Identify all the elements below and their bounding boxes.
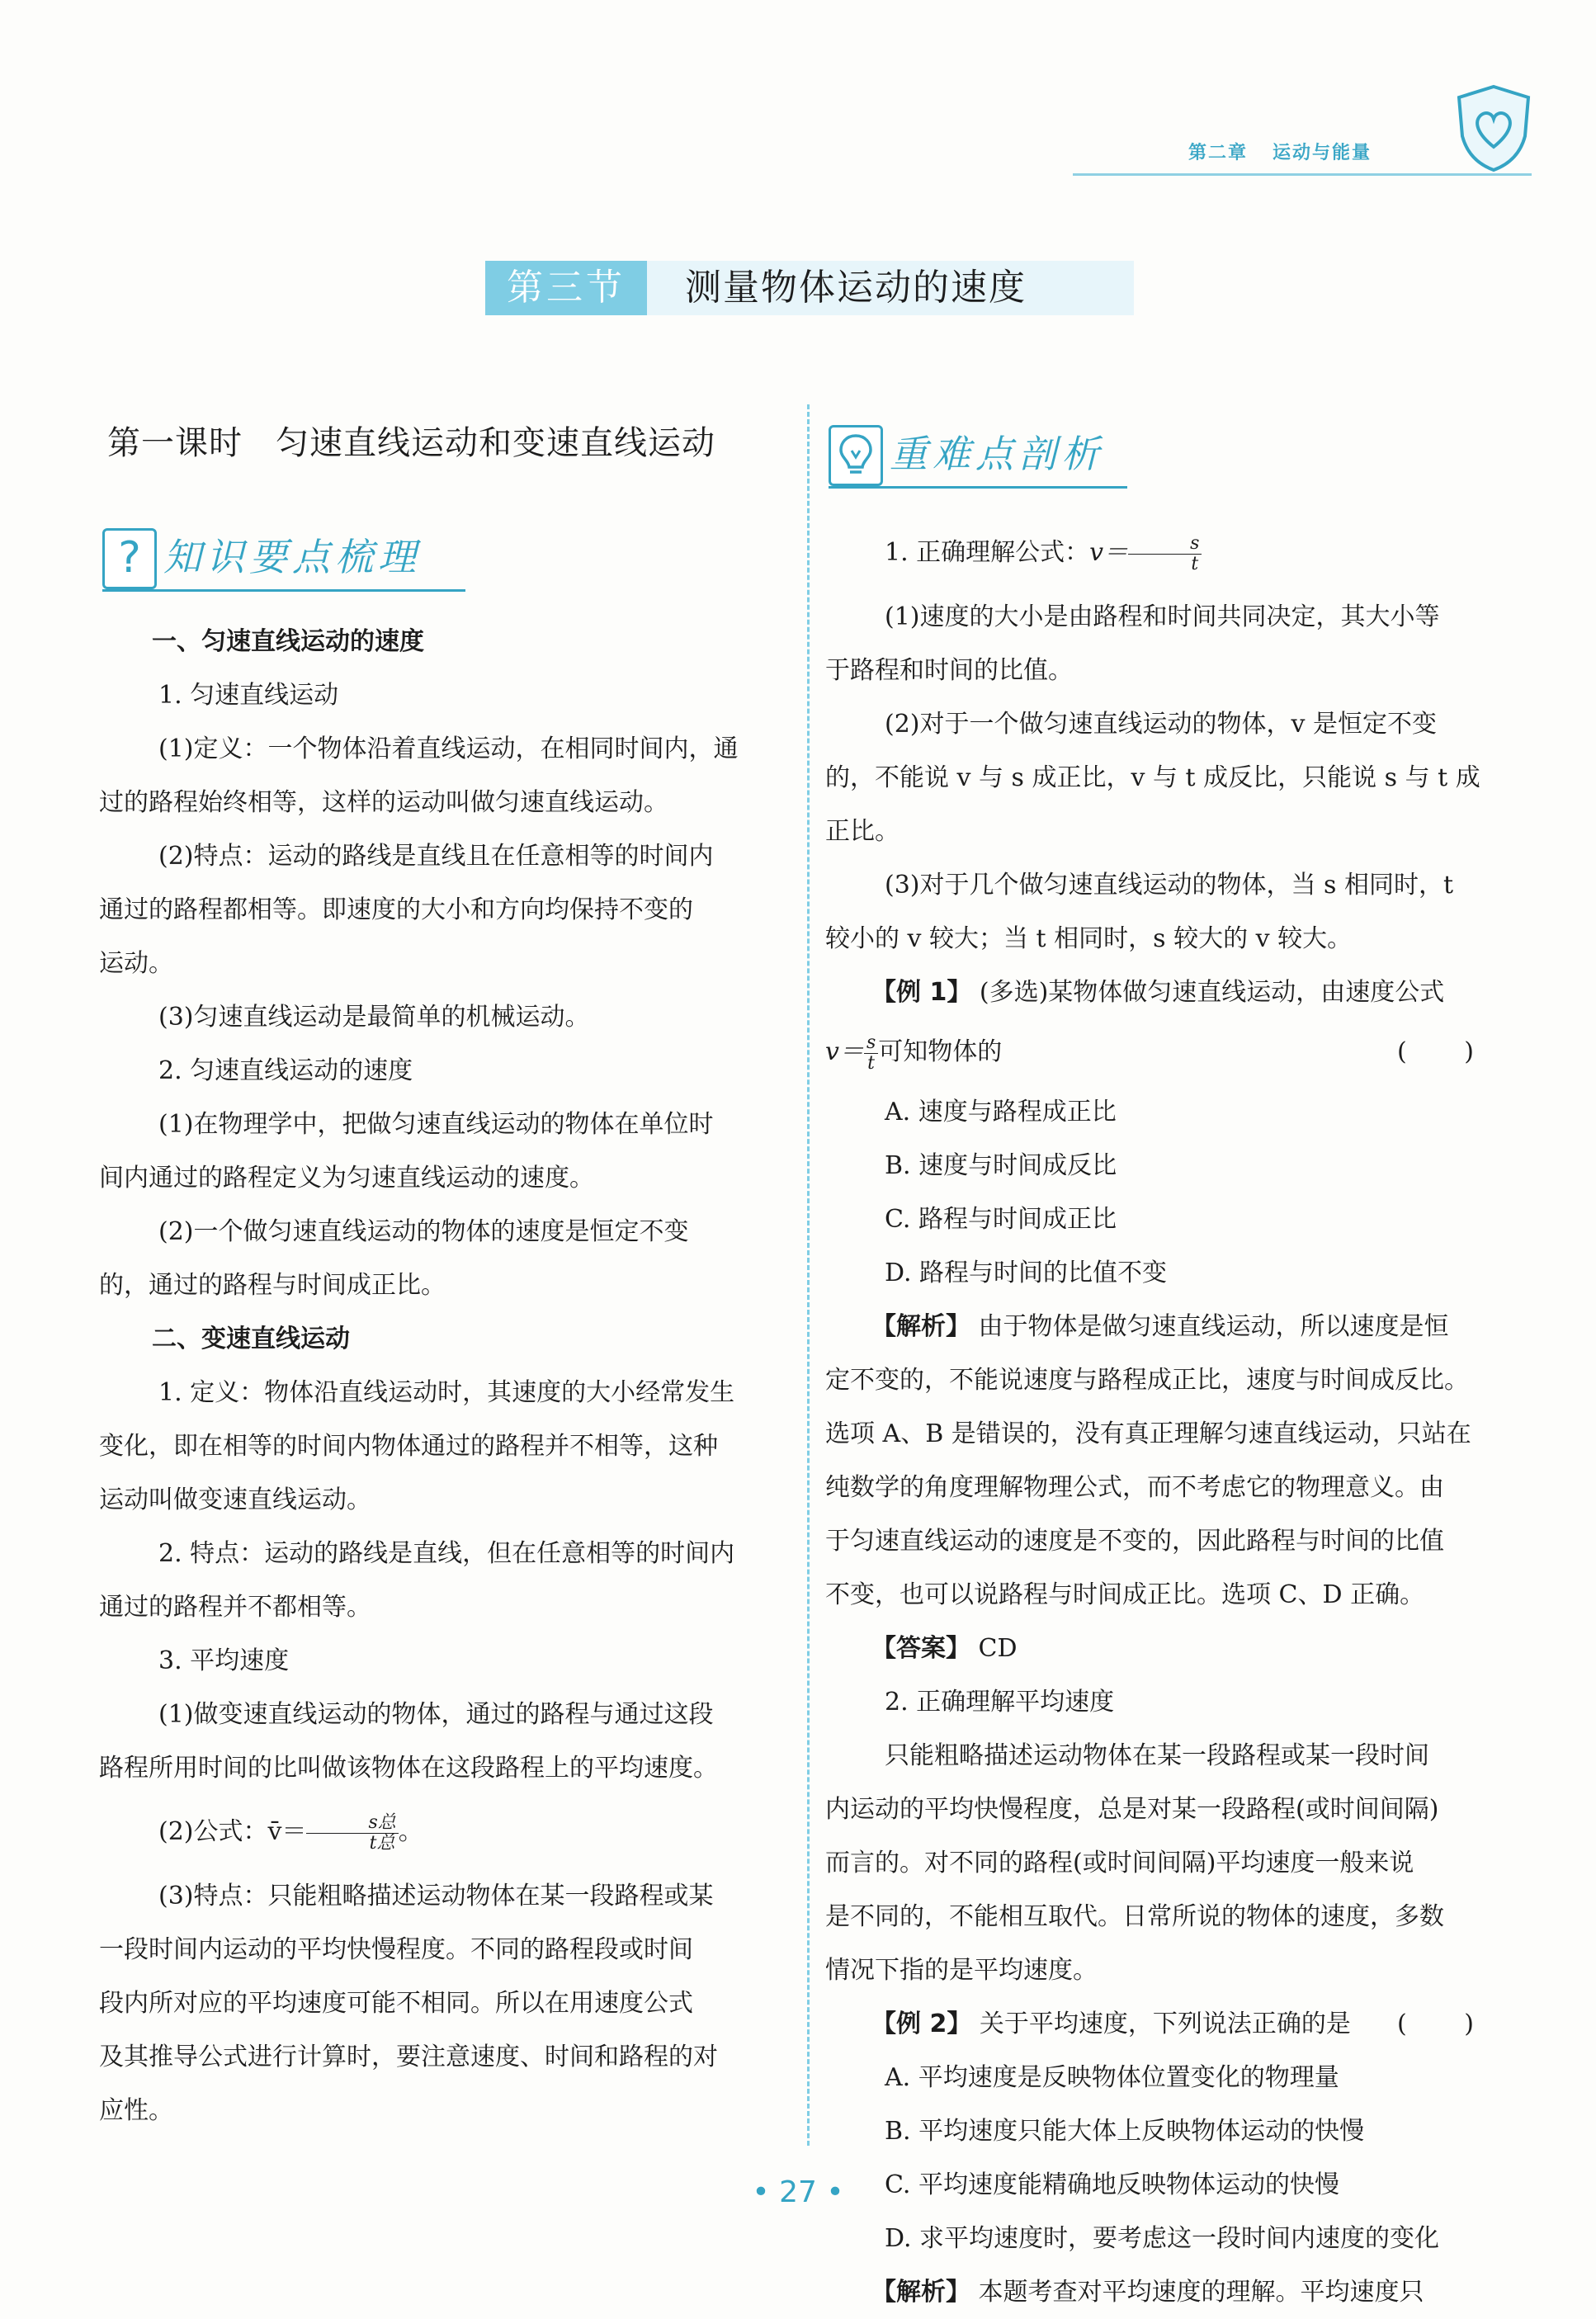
heading-variable: 二、变速直线运动 [152,1325,350,1353]
lightbulb-icon [829,425,883,486]
analysis-1: 【解析】 由于物体是做匀速直线运动，所以速度是恒 [871,1312,1449,1341]
chapter-label: 第二章 运动与能量 [1188,143,1372,163]
page-number: • 27 • [752,2175,844,2209]
question-mark-icon: ? [102,528,157,589]
knowledge-badge [102,528,465,591]
heading-uniform: 一、匀速直线运动的速度 [152,627,424,656]
section-number: 第三节 [485,261,647,315]
example-1: 【例 1】 (多选)某物体做匀速直线运动，由速度公式 [871,978,1445,1007]
key-points-badge [829,425,1127,488]
header-rule [1073,173,1532,176]
formula-title: 1. 正确理解公式：v＝ $\frac{s}{t}$ [825,516,1515,590]
running-header [1073,0,1532,177]
option: C. 路程与时间成正比 [885,1205,1117,1234]
option: A. 平均速度是反映物体位置变化的物理量 [885,2063,1339,2092]
item-2-title: 2. 正确理解平均速度 [885,1688,1115,1717]
option: D. 求平均速度时，要考虑这一段时间内速度的变化 [885,2224,1440,2253]
right-column: 1. 正确理解公式：v＝ $\frac{s}{t}$ (1)速度的大小是由路程和时间共同决定，其大小等 于路程和时间的比值。 (2)对于一个做匀速直线运动的物体，v 是恒定不变 的，不能说 v 与 s 成正比，v 与 t 成反比，只能说 s 与 t 成 正比。 (3)对于几个做匀速直线运动的物体，当 s 相同时，t 较小的 v 较大；当 t 相同时，s 较大的 v 较大。 【例 1】 (多选)某物体做匀速直线运动，由速度公式 v＝ $\frac{s}{t}$ 可知物体的 ( ) A. 速度与路程成正比 B. 速度与时间成反比 C. 路程与时间成正比 D. 路程与时间的比值不变 【解析】 由于物体是做匀速直线运动，所以速度是恒 定不变的，不能说速度与路程成正比，速度与时间成反比。 选项 A、B 是错误的，没有真正理解匀速直线运动，只站在 纯数学的角度理解物理公式，而不考虑它的物理意义。由 于匀速直线运动的速度是不变的，因此路程与时间的比值 不变，也可以说路程与时间成正比。选项 C、D 正确。 【答案】 CD 2. 正确理解平均速度 只能粗略描述运动物体在某一段路程或某一段时间 内运动的平均快慢程度，总是对某一段路程(或时间间隔) 而言的。对不同的路程(或时间间隔)平均速度一般来说 是不同的，不能相互取代。日常所说的物体的速度，多数 情况下指的是平均速度。 【例 2】 关于平均速度，下列说法正确的是 ( ) A. 平均速度是反映物体位置变化的物理量 B. 平均速度只能大体上反映物体运动的快慢 C. 平均速度能精确地反映物体运动的快慢 D. 求平均速度时，要考虑这一段时间内速度的变化 【解析】 本题考查对平均速度的理解。平均速度只 [825,516,1515,2319]
badge-label: 知识要点梳理 [163,535,421,579]
option: A. 速度与路程成正比 [885,1098,1117,1126]
option: C. 平均速度能精确地反映物体运动的快慢 [885,2170,1339,2199]
option: D. 路程与时间的比值不变 [885,1259,1168,1287]
lesson-title: 第一课时 匀速直线运动和变速直线运动 [107,424,715,462]
column-divider [807,404,810,2146]
avg-speed-formula: (2)公式：v̄＝ $\frac{\text{s总}}{\text{t总}}$ 。 [158,1811,423,1854]
analysis-2: 【解析】 本题考查对平均速度的理解。平均速度只 [871,2278,1424,2307]
option: B. 平均速度只能大体上反映物体运动的快慢 [885,2117,1365,2146]
badge-label: 重难点剖析 [890,432,1104,476]
shield-logo-icon [1452,83,1535,173]
left-column: 一、匀速直线运动的速度 1. 匀速直线运动 (1)定义：一个物体沿着直线运动，在相同时间内，通 过的路程始终相等，这样的运动叫做匀速直线运动。 (2)特点：运动的路线是直线且在任意相等的时间内 通过的路程都相等。即速度的大小和方向均保持不变的 运动。 (3)匀速直线运动是最简单的机械运动。 2. 匀速直线运动的速度 (1)在物理学中，把做匀速直线运动的物体在单位时 间内通过的路程定义为匀速直线运动的速度。 (2)一个做匀速直线运动的物体的速度是恒定不变 的，通过的路程与时间成正比。 二、变速直线运动 1. 定义：物体沿直线运动时，其速度的大小经常发生 变化，即在相等的时间内物体通过的路程并不相等，这种 运动叫做变速直线运动。 2. 特点：运动的路线是直线，但在任意相等的时间内 通过的路程并不都相等。 3. 平均速度 (1)做变速直线运动的物体，通过的路程与通过这段 路程所用时间的比叫做该物体在这段路程上的平均速度。 (2)公式：v̄＝ $\frac{\text{s总}}{\text{t总}}$ 。 (3)特点：只能粗略描述运动物体在某一段路程或某 一段时间内运动的平均快慢程度。不同的路程段或时间 段内所对应的平均速度可能不相同。所以在用速度公式 及其推导公式进行计算时，要注意速度、时间和路程的对 应性。 [99,615,784,2137]
example-2: 【例 2】 关于平均速度，下列说法正确的是 ( ) [871,2010,1499,2038]
answer-1: 【答案】 CD [871,1634,1018,1663]
option: B. 速度与时间成反比 [885,1151,1117,1180]
section-title [485,261,1137,315]
section-name: 测量物体运动的速度 [647,261,1134,315]
